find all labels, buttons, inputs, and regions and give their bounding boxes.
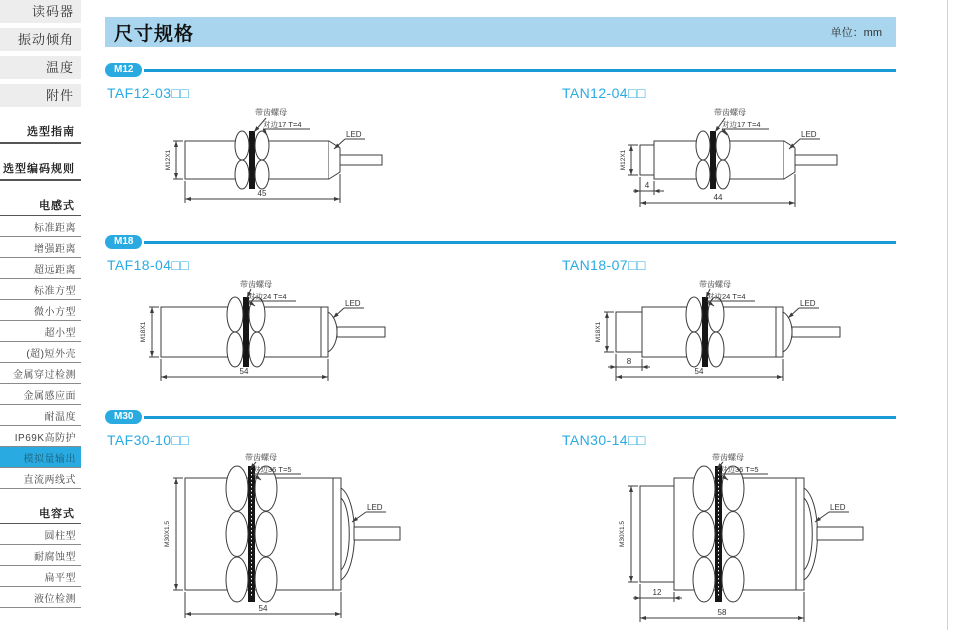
sidebar-item[interactable]: 耐腐蚀型	[0, 545, 81, 566]
section-m12-rule	[105, 63, 896, 77]
sidebar-item[interactable]: 选型指南	[0, 120, 81, 144]
m30-drawings	[105, 424, 896, 628]
nut-label: 带齿螺母	[245, 453, 277, 462]
thread-label: M12X1	[165, 149, 172, 171]
nut-label: 带齿螺母	[699, 280, 731, 289]
size-badge-m30: M30	[105, 410, 142, 424]
tan12-cell	[560, 77, 896, 215]
unit-label: 单位：mm	[830, 27, 882, 39]
sidebar-item[interactable]: (超)短外壳	[0, 342, 81, 363]
thread-label: M30X1.5	[619, 520, 626, 548]
sidebar-menu	[0, 120, 81, 608]
sidebar-category-2[interactable]: 振动倾角	[0, 28, 81, 51]
length-dim: 54	[258, 604, 268, 613]
led-label: LED	[801, 130, 817, 139]
page-header	[105, 17, 896, 47]
flats-label: 对边36 T=5	[720, 465, 759, 474]
rule-line	[144, 416, 896, 419]
model-name-taf18: TAF18-04□□	[107, 257, 190, 273]
nut-label: 带齿螺母	[240, 280, 272, 289]
sidebar-item[interactable]: 增强距离	[0, 237, 81, 258]
model-name-taf30: TAF30-10□□	[107, 432, 190, 448]
sidebar-item[interactable]: 电感式	[0, 194, 81, 216]
sidebar-item-active[interactable]: 模拟量输出	[0, 447, 81, 468]
led-label: LED	[830, 503, 846, 512]
sidebar-item[interactable]: 标准距离	[0, 216, 81, 237]
sidebar-item[interactable]: 金属感应面	[0, 384, 81, 405]
sidebar-item[interactable]: 耐温度	[0, 405, 81, 426]
m12-drawings	[105, 77, 896, 215]
sidebar-item[interactable]: 超小型	[0, 321, 81, 342]
section-m30-rule	[105, 410, 896, 424]
taf12-drawing	[133, 103, 393, 215]
sidebar-category-1[interactable]: 读码器	[0, 0, 81, 23]
size-badge-m12: M12	[105, 63, 142, 77]
head-dim: 4	[644, 181, 650, 190]
length-dim: 58	[717, 608, 727, 617]
nut-label: 带齿螺母	[714, 108, 746, 117]
thread-label: M18X1	[140, 321, 147, 343]
model-name-tan12: TAN12-04□□	[562, 85, 646, 101]
led-label: LED	[800, 299, 816, 308]
rule-line	[144, 69, 896, 72]
model-name-tan18: TAN18-07□□	[562, 257, 646, 273]
sidebar-category-3[interactable]: 温度	[0, 56, 81, 79]
sidebar-item[interactable]: 金属穿过检测	[0, 363, 81, 384]
sidebar-item[interactable]: 电容式	[0, 502, 81, 524]
flats-label: 对边17 T=4	[722, 120, 761, 129]
length-dim: 54	[694, 367, 704, 376]
tan12-drawing	[588, 103, 848, 215]
model-name-taf12: TAF12-03□□	[107, 85, 190, 101]
sidebar-category-4[interactable]: 附件	[0, 84, 81, 107]
sidebar-item[interactable]: 直流两线式	[0, 468, 81, 489]
length-dim: 54	[239, 367, 249, 376]
sidebar-item[interactable]: 超远距离	[0, 258, 81, 279]
sidebar-item[interactable]: IP69K高防护	[0, 426, 81, 447]
rule-line	[144, 241, 896, 244]
flats-label: 对边36 T=5	[253, 465, 292, 474]
flats-label: 对边17 T=4	[263, 120, 302, 129]
length-dim: 44	[713, 193, 723, 202]
m18-drawings	[105, 249, 896, 393]
thread-label: M12X1	[620, 149, 627, 171]
sidebar-top-categories	[0, 0, 81, 107]
section-m18-rule	[105, 235, 896, 249]
sidebar	[0, 0, 81, 608]
nut-label: 带齿螺母	[255, 108, 287, 117]
length-dim: 45	[257, 189, 267, 198]
sidebar-item[interactable]: 圆柱型	[0, 524, 81, 545]
taf18-cell	[105, 249, 560, 393]
flats-label: 对边24 T=4	[707, 292, 746, 301]
taf12-cell	[105, 77, 560, 215]
head-dim: 8	[626, 357, 632, 366]
tan18-drawing	[564, 275, 854, 393]
taf18-drawing	[109, 275, 399, 393]
tan30-drawing	[592, 450, 882, 628]
thread-label: M30X1.5	[164, 520, 171, 548]
sidebar-item[interactable]: 微小方型	[0, 300, 81, 321]
tan30-cell	[560, 424, 896, 628]
led-label: LED	[345, 299, 361, 308]
tan18-cell	[560, 249, 896, 393]
sidebar-item[interactable]: 液位检测	[0, 587, 81, 608]
taf30-cell	[105, 424, 560, 628]
size-badge-m18: M18	[105, 235, 142, 249]
nut-label: 带齿螺母	[712, 453, 744, 462]
led-label: LED	[346, 130, 362, 139]
head-dim: 12	[652, 588, 662, 597]
main-content	[105, 0, 896, 628]
page-title: 尺寸规格	[114, 23, 195, 45]
model-name-tan30: TAN30-14□□	[562, 432, 646, 448]
led-label: LED	[367, 503, 383, 512]
taf30-drawing	[137, 450, 417, 628]
sidebar-item[interactable]: 扁平型	[0, 566, 81, 587]
sidebar-item[interactable]: 标准方型	[0, 279, 81, 300]
thread-label: M18X1	[595, 321, 602, 343]
sidebar-item[interactable]: 选型编码规则	[0, 157, 81, 181]
flats-label: 对边24 T=4	[248, 292, 287, 301]
